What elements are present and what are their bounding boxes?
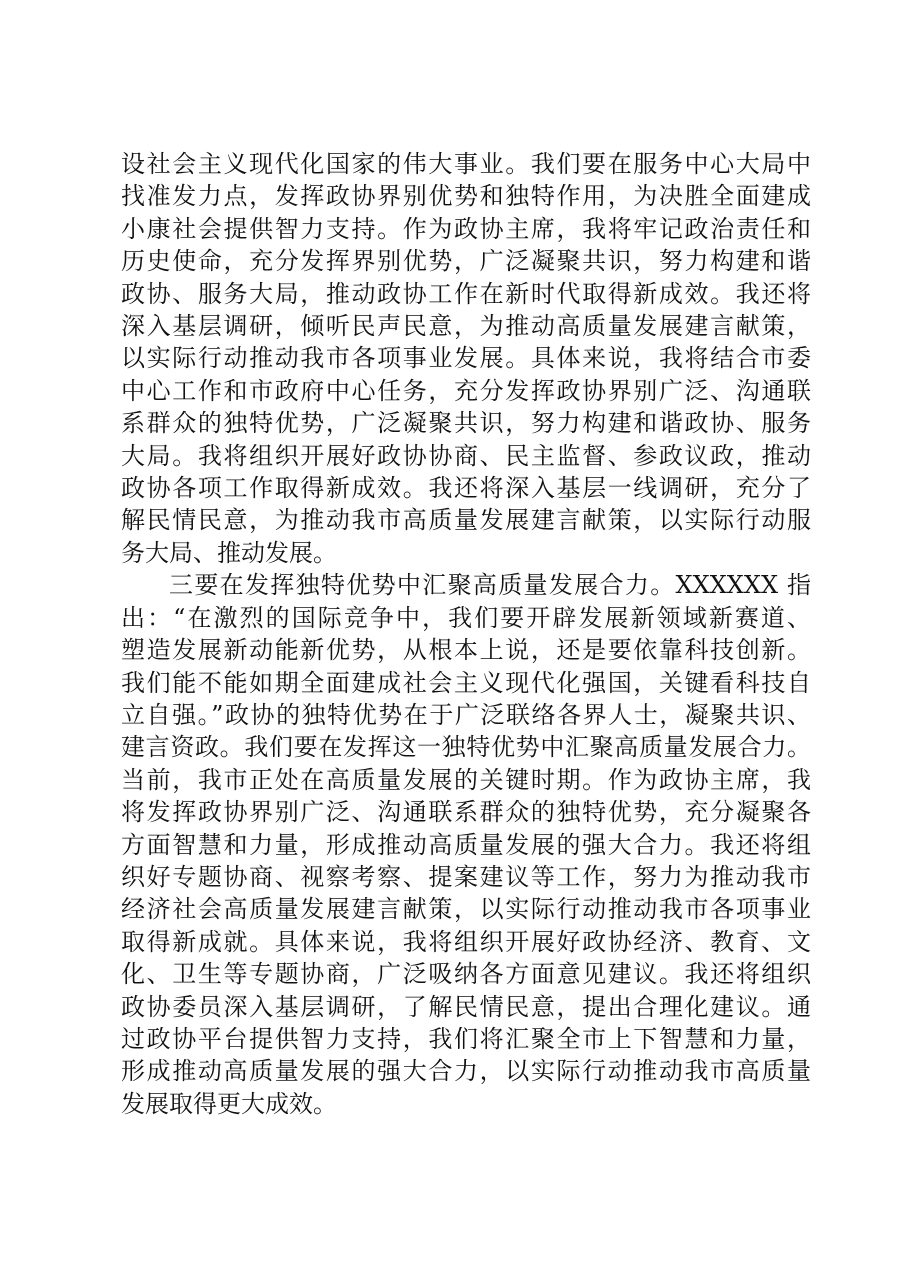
paragraph-first-line: 三要在发挥独特优势中汇聚高质量发展合力。XXXXXX 指 [169,571,811,600]
text-line: 将发挥政协界别广泛、沟通联系群众的独特优势，充分凝聚各 [121,798,811,827]
body-text [121,148,811,1120]
text-line: 解民情民意，为推动我市高质量发展建言献策，以实际行动服 [121,506,811,535]
text-line: 小康社会提供智力支持。作为政协主席，我将牢记政治责任和 [121,214,811,243]
text-line: 织好专题协商、视察考察、提案建议等工作，努力为推动我市 [121,862,811,891]
paragraph-end-line: 发展取得更大成效。 [121,1089,337,1118]
text-line: 深入基层调研，倾听民声民意，为推动高质量发展建言献策， [121,312,811,341]
text-line: 塑造发展新动能新优势，从根本上说，还是要依靠科技创新。 [121,636,811,665]
text-line: 政协、服务大局，推动政协工作在新时代取得新成效。我还将 [121,279,811,308]
text-line: 立自强。”政协的独特优势在于广泛联络各界人士，凝聚共识、 [121,700,811,729]
text-line: 建言资政。我们要在发挥这一独特优势中汇聚高质量发展合力。 [121,733,811,762]
text-line: 取得新成就。具体来说，我将组织开展好政协经济、教育、文 [121,927,811,956]
text-line: 当前，我市正处在高质量发展的关键时期。作为政协主席，我 [121,765,811,794]
paragraph-end-line: 务大局、推动发展。 [121,538,337,567]
text-line: 政协委员深入基层调研，了解民情民意，提出合理化建议。通 [121,992,811,1021]
text-line: 我们能不能如期全面建成社会主义现代化强国，关键看科技自 [121,668,811,697]
text-line: 政协各项工作取得新成效。我还将深入基层一线调研，充分了 [121,474,811,503]
text-line: 系群众的独特优势，广泛凝聚共识，努力构建和谐政协、服务 [121,409,811,438]
text-line: 找准发力点，发挥政协界别优势和独特作用，为决胜全面建成 [121,182,811,211]
text-line: 化、卫生等专题协商，广泛吸纳各方面意见建议。我还将组织 [121,960,811,989]
text-line: 历史使命，充分发挥界别优势，广泛凝聚共识，努力构建和谐 [121,247,811,276]
text-line: 中心工作和市政府中心任务，充分发挥政协界别广泛、沟通联 [121,376,811,405]
text-line: 方面智慧和力量，形成推动高质量发展的强大合力。我还将组 [121,830,811,859]
text-line: 过政协平台提供智力支持，我们将汇聚全市上下智慧和力量， [121,1024,811,1053]
text-line: 大局。我将组织开展好政协协商、民主监督、参政议政，推动 [121,441,811,470]
text-line: 出：“在激烈的国际竞争中，我们要开辟发展新领域新赛道、 [121,603,811,632]
text-line: 经济社会高质量发展建言献策，以实际行动推动我市各项事业 [121,895,811,924]
text-line: 以实际行动推动我市各项事业发展。具体来说，我将结合市委 [121,344,811,373]
text-line: 设社会主义现代化国家的伟大事业。我们要在服务中心大局中 [121,150,811,178]
text-line: 形成推动高质量发展的强大合力，以实际行动推动我市高质量 [121,1057,811,1086]
